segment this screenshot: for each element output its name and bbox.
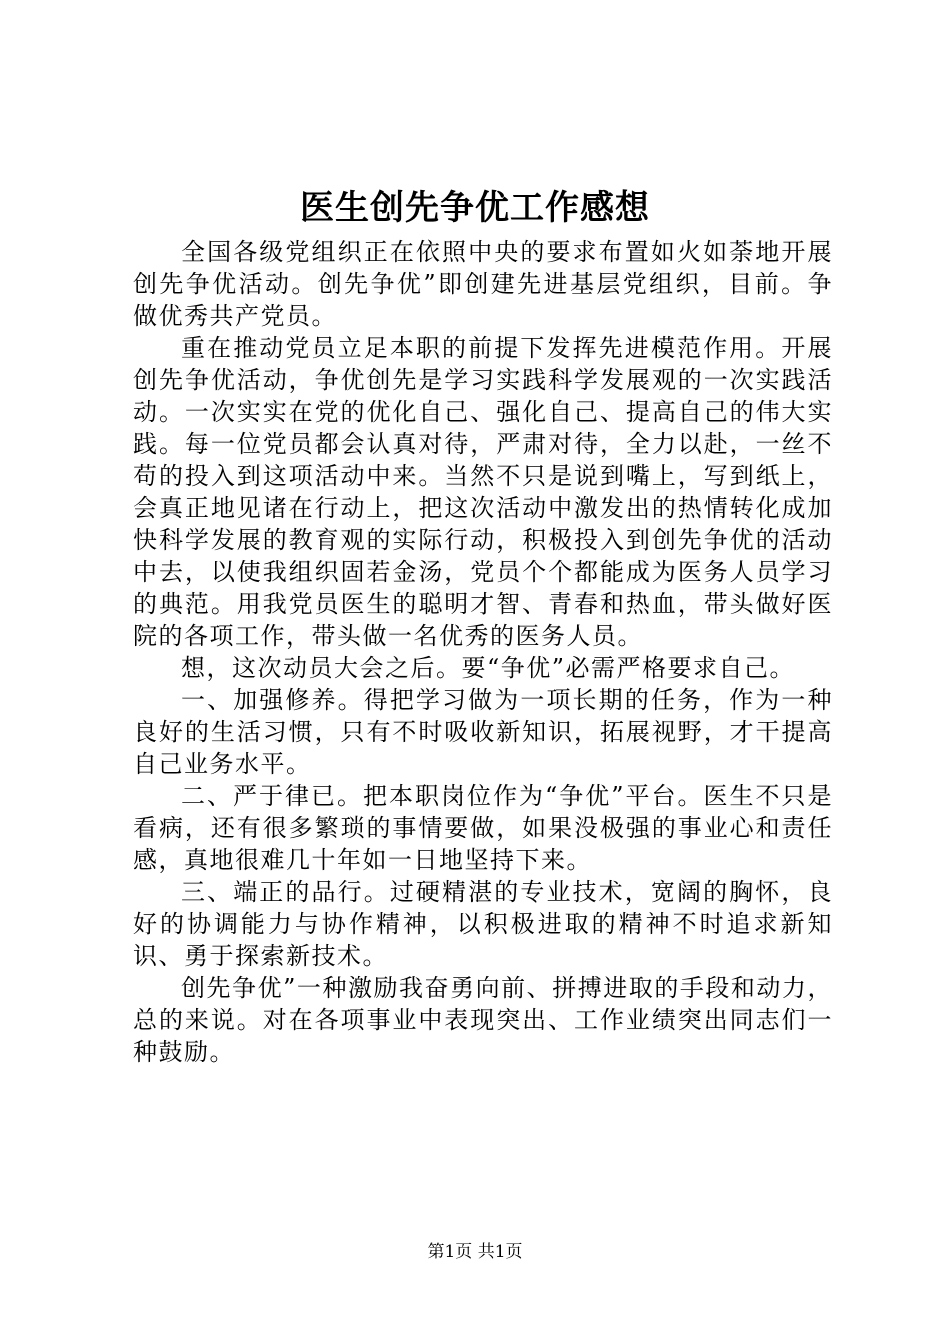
- page-number-footer: 第1页 共1页: [427, 1242, 523, 1262]
- paragraph-thoughts: 想，这次动员大会之后。要“争优”必需严格要求自己。: [181, 654, 796, 682]
- paragraph-point-three: 三、端正的品行。过硬精湛的专业技术，宽阔的胸怀，良好的协调能力与协作精神，以积极进取的精神不时追求新知识、勇于探索新技术。: [133, 878, 833, 970]
- document-title: 医生创先争优工作感想: [300, 188, 650, 228]
- paragraph-intro: 全国各级党组织正在依照中央的要求布置如火如荼地开展创先争优活动。创先争优”即创建先进基层党组织，目前。争做优秀共产党员。: [133, 238, 833, 330]
- paragraph-point-one: 一、加强修养。得把学习做为一项长期的任务，作为一种良好的生活习惯，只有不时吸收新知识，拓展视野，才干提高自己业务水平。: [133, 686, 833, 778]
- paragraph-conclusion: 创先争优”一种激励我奋勇向前、拼搏进取的手段和动力，总的来说。对在各项事业中表现突出、工作业绩突出同志们一种鼓励。: [133, 974, 833, 1066]
- paragraph-role-model: 重在推动党员立足本职的前提下发挥先进模范作用。开展创先争优活动，争优创先是学习实践科学发展观的一次实践活动。一次实实在党的优化自己、强化自己、提高自己的伟大实践。每一位党员都会认真对待，严肃对待，全力以赴，一丝不苟的投入到这项活动中来。当然不只是说到嘴上，写到纸上，会真正地见诸在行动上，把这次活动中激发出的热情转化成加快科学发展的教育观的实际行动，积极投入到创先争优的活动中去，以使我组织固若金汤，党员个个都能成为医务人员学习的典范。用我党员医生的聪明才智、青春和热血，带头做好医院的各项工作，带头做一名优秀的医务人员。: [133, 334, 833, 650]
- document-body: [133, 236, 833, 1068]
- paragraph-point-two: 二、严于律已。把本职岗位作为“争优”平台。医生不只是看病，还有很多繁琐的事情要做，如果没极强的事业心和责任感，真地很难几十年如一日地坚持下来。: [133, 782, 833, 874]
